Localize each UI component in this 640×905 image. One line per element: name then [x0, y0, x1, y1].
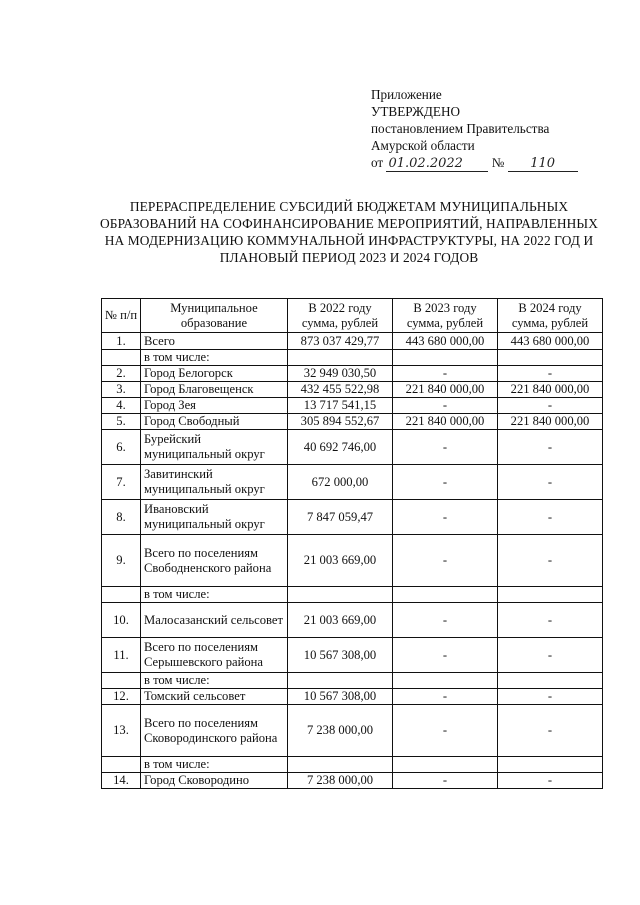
row-number: 2.: [102, 366, 141, 382]
row-number: 6.: [102, 430, 141, 465]
row-municipality: в том числе:: [141, 757, 288, 773]
row-amount-2023: -: [393, 500, 498, 535]
table-row: [102, 689, 603, 705]
table-row: [102, 673, 603, 689]
row-municipality: в том числе:: [141, 587, 288, 603]
row-number: 9.: [102, 535, 141, 587]
row-number: 4.: [102, 398, 141, 414]
date-prefix: от: [371, 155, 384, 170]
row-amount-2022: 21 003 669,00: [288, 603, 393, 638]
row-amount-2023: -: [393, 535, 498, 587]
approval-block: [371, 86, 611, 172]
row-amount-2024: 221 840 000,00: [498, 382, 603, 398]
row-amount-2024: -: [498, 366, 603, 382]
row-amount-2022: 21 003 669,00: [288, 535, 393, 587]
table-row: [102, 350, 603, 366]
row-municipality: Всего по поселениям Сковородинского района: [141, 705, 288, 757]
row-number: [102, 757, 141, 773]
row-amount-2022: 432 455 522,98: [288, 382, 393, 398]
row-amount-2022: 305 894 552,67: [288, 414, 393, 430]
table-row: [102, 333, 603, 350]
handwritten-number: 110: [508, 157, 578, 172]
row-amount-2024: -: [498, 603, 603, 638]
row-amount-2022: 873 037 429,77: [288, 333, 393, 350]
table-row: [102, 773, 603, 789]
row-amount-2022: [288, 587, 393, 603]
row-amount-2023: -: [393, 398, 498, 414]
row-amount-2024: [498, 350, 603, 366]
table-row: [102, 535, 603, 587]
row-amount-2023: [393, 757, 498, 773]
row-amount-2023: 221 840 000,00: [393, 414, 498, 430]
appendix-label: Приложение: [371, 87, 442, 102]
table-row: [102, 398, 603, 414]
row-municipality: Всего: [141, 333, 288, 350]
handwritten-date: 01.02.2022: [386, 157, 488, 172]
table-row: [102, 757, 603, 773]
table-row: [102, 430, 603, 465]
row-amount-2023: -: [393, 430, 498, 465]
table-row: [102, 705, 603, 757]
row-amount-2024: [498, 757, 603, 773]
table-row: [102, 414, 603, 430]
row-amount-2022: [288, 757, 393, 773]
row-amount-2022: 10 567 308,00: [288, 689, 393, 705]
header-municipality: Муниципальное образование: [141, 299, 288, 333]
row-municipality: Малосазанский сельсовет: [141, 603, 288, 638]
row-number: 1.: [102, 333, 141, 350]
row-number: 12.: [102, 689, 141, 705]
row-amount-2023: -: [393, 465, 498, 500]
row-amount-2022: [288, 673, 393, 689]
row-amount-2022: 7 847 059,47: [288, 500, 393, 535]
row-number: 10.: [102, 603, 141, 638]
row-municipality: в том числе:: [141, 673, 288, 689]
row-amount-2024: -: [498, 430, 603, 465]
document-title: ПЕРЕРАСПРЕДЕЛЕНИЕ СУБСИДИЙ БЮДЖЕТАМ МУНИЦИПАЛЬНЫХ ОБРАЗОВАНИЙ НА СОФИНАНСИРОВАНИЕ МЕРОПРИЯТИЙ, НАПРАВЛЕННЫХ НА МОДЕРНИЗАЦИЮ КОММУНАЛЬНОЙ ИНФРАСТРУКТУРЫ, НА 2022 ГОД И ПЛАНОВЫЙ ПЕРИОД 2023 И 2024 ГОДОВ: [100, 199, 598, 265]
row-number: 13.: [102, 705, 141, 757]
row-municipality: Город Свободный: [141, 414, 288, 430]
row-amount-2024: 221 840 000,00: [498, 414, 603, 430]
row-amount-2022: 13 717 541,15: [288, 398, 393, 414]
row-amount-2024: 443 680 000,00: [498, 333, 603, 350]
row-municipality: Бурейский муниципальный округ: [141, 430, 288, 465]
table-row: [102, 366, 603, 382]
table-header-row: [102, 299, 603, 333]
row-amount-2024: -: [498, 773, 603, 789]
row-number: 5.: [102, 414, 141, 430]
row-amount-2022: 672 000,00: [288, 465, 393, 500]
row-amount-2023: -: [393, 689, 498, 705]
row-municipality: Завитинский муниципальный округ: [141, 465, 288, 500]
row-municipality: в том числе:: [141, 350, 288, 366]
row-municipality: Ивановский муниципальный округ: [141, 500, 288, 535]
row-amount-2024: -: [498, 500, 603, 535]
row-amount-2022: [288, 350, 393, 366]
row-number: [102, 350, 141, 366]
row-number: 7.: [102, 465, 141, 500]
resolution-label: постановлением Правительства: [371, 121, 550, 136]
number-prefix: №: [491, 155, 505, 170]
region-label: Амурской области: [371, 138, 475, 153]
row-number: 8.: [102, 500, 141, 535]
row-amount-2022: 32 949 030,50: [288, 366, 393, 382]
subsidy-table: [101, 298, 603, 789]
row-municipality: Город Белогорск: [141, 366, 288, 382]
row-number: [102, 587, 141, 603]
row-number: 3.: [102, 382, 141, 398]
table-row: [102, 500, 603, 535]
row-municipality: Всего по поселениям Серышевского района: [141, 638, 288, 673]
row-amount-2024: -: [498, 705, 603, 757]
row-number: 11.: [102, 638, 141, 673]
table-row: [102, 465, 603, 500]
row-amount-2024: -: [498, 535, 603, 587]
header-2023: В 2023 году сумма, рублей: [393, 299, 498, 333]
row-municipality: Томский сельсовет: [141, 689, 288, 705]
row-amount-2024: [498, 673, 603, 689]
row-amount-2022: 40 692 746,00: [288, 430, 393, 465]
row-amount-2023: -: [393, 366, 498, 382]
table-body: [102, 333, 603, 789]
header-2022: В 2022 году сумма, рублей: [288, 299, 393, 333]
row-municipality: Всего по поселениям Свободненского района: [141, 535, 288, 587]
row-amount-2023: 221 840 000,00: [393, 382, 498, 398]
row-amount-2023: -: [393, 638, 498, 673]
row-municipality: Город Благовещенск: [141, 382, 288, 398]
header-2024: В 2024 году сумма, рублей: [498, 299, 603, 333]
row-amount-2024: -: [498, 465, 603, 500]
table-row: [102, 382, 603, 398]
row-amount-2022: 10 567 308,00: [288, 638, 393, 673]
row-amount-2023: [393, 587, 498, 603]
row-amount-2023: -: [393, 705, 498, 757]
date-number-line: [371, 154, 611, 172]
table-row: [102, 603, 603, 638]
header-number: № п/п: [102, 299, 141, 333]
row-amount-2022: 7 238 000,00: [288, 773, 393, 789]
row-amount-2024: -: [498, 638, 603, 673]
table-row: [102, 587, 603, 603]
approved-label: УТВЕРЖДЕНО: [371, 104, 461, 119]
row-amount-2023: [393, 673, 498, 689]
row-municipality: Город Зея: [141, 398, 288, 414]
row-amount-2023: -: [393, 773, 498, 789]
row-amount-2024: -: [498, 689, 603, 705]
row-amount-2024: [498, 587, 603, 603]
row-municipality: Город Сковородино: [141, 773, 288, 789]
row-amount-2022: 7 238 000,00: [288, 705, 393, 757]
row-number: 14.: [102, 773, 141, 789]
row-amount-2024: -: [498, 398, 603, 414]
row-amount-2023: -: [393, 603, 498, 638]
row-amount-2023: 443 680 000,00: [393, 333, 498, 350]
row-amount-2023: [393, 350, 498, 366]
table-row: [102, 638, 603, 673]
row-number: [102, 673, 141, 689]
